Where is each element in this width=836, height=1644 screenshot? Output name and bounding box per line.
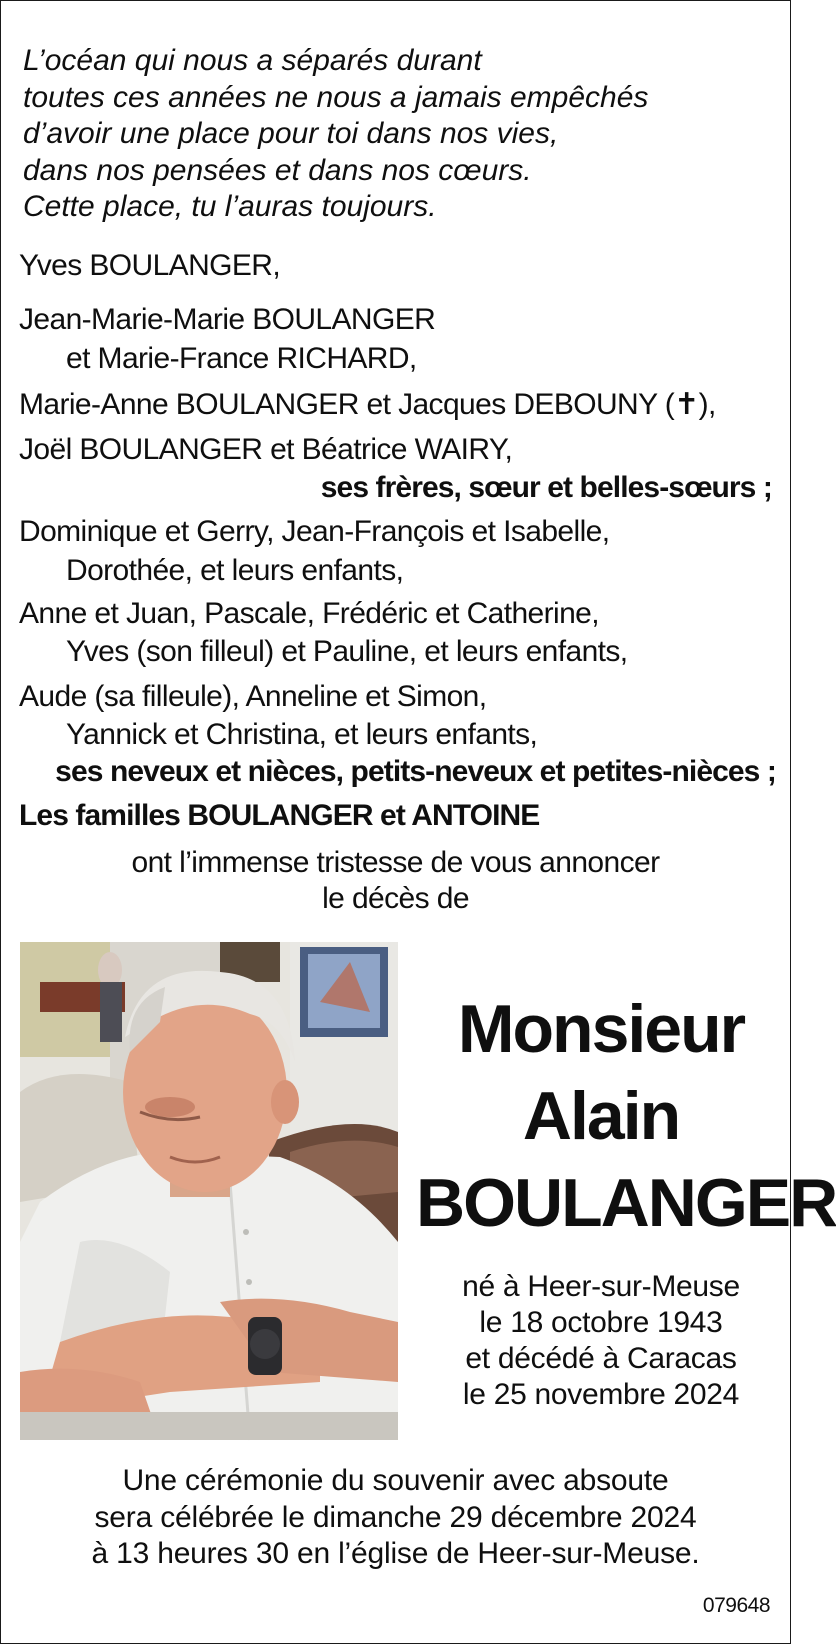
family-line: Yves (son filleul) et Pauline, et leurs enfants, xyxy=(66,635,628,668)
announcement-line: le décès de xyxy=(322,882,469,915)
deceased-last-name: BOULANGER xyxy=(416,1165,836,1241)
family-line: et Marie-France RICHARD, xyxy=(66,342,417,375)
family-line: Yannick et Christina, et leurs enfants, xyxy=(66,718,538,751)
family-line: Les familles BOULANGER et ANTOINE xyxy=(19,799,540,832)
quote-line: L’océan qui nous a séparés durant xyxy=(23,44,482,77)
life-line: né à Heer-sur-Meuse xyxy=(462,1270,740,1303)
family-line: Joël BOULANGER et Béatrice WAIRY, xyxy=(19,433,513,466)
life-line: le 25 novembre 2024 xyxy=(462,1378,740,1411)
reference-number: 079648 xyxy=(702,1594,770,1617)
ceremony-details xyxy=(1,1463,790,1573)
ceremony-line: sera célébrée le dimanche 29 décembre 2024 xyxy=(94,1500,697,1534)
deceased-title: Monsieur xyxy=(457,991,745,1067)
life-line: et décédé à Caracas xyxy=(465,1342,737,1375)
ceremony-line: Une cérémonie du souvenir avec absoute xyxy=(122,1464,669,1497)
family-line: Anne et Juan, Pascale, Frédéric et Catherine, xyxy=(19,597,600,630)
family-line: Dorothée, et leurs enfants, xyxy=(66,554,404,587)
memorial-quote xyxy=(23,43,783,226)
life-line: le 18 octobre 1943 xyxy=(479,1306,723,1339)
family-role: ses frères, sœur et belles-sœurs ; xyxy=(320,471,772,504)
ceremony-line: à 13 heures 30 en l’église de Heer-sur-Meuse. xyxy=(91,1537,700,1570)
quote-line: d’avoir une place pour toi dans nos vies, xyxy=(23,117,559,150)
portrait-photo xyxy=(20,942,398,1440)
deceased-name xyxy=(416,986,836,1247)
family-line: Yves BOULANGER, xyxy=(19,249,281,282)
family-line: Aude (sa filleule), Anneline et Simon, xyxy=(19,680,487,713)
life-dates xyxy=(416,1269,786,1413)
quote-line: Cette place, tu l’auras toujours. xyxy=(23,190,437,223)
family-line: Jean-Marie-Marie BOULANGER xyxy=(19,303,436,336)
family-role: ses neveux et nièces, petits-neveux et petites-nièces ; xyxy=(55,755,776,788)
family-line: Dominique et Gerry, Jean-François et Isabelle, xyxy=(19,515,610,548)
quote-line: dans nos pensées et dans nos cœurs. xyxy=(23,153,532,187)
announcement-line: ont l’immense tristesse de vous annoncer xyxy=(131,846,660,879)
family-line: Marie-Anne BOULANGER et Jacques DEBOUNY (✝), xyxy=(19,388,716,421)
quote-line: toutes ces années ne nous a jamais empêchés xyxy=(23,80,649,114)
deceased-first-name: Alain xyxy=(522,1078,680,1154)
